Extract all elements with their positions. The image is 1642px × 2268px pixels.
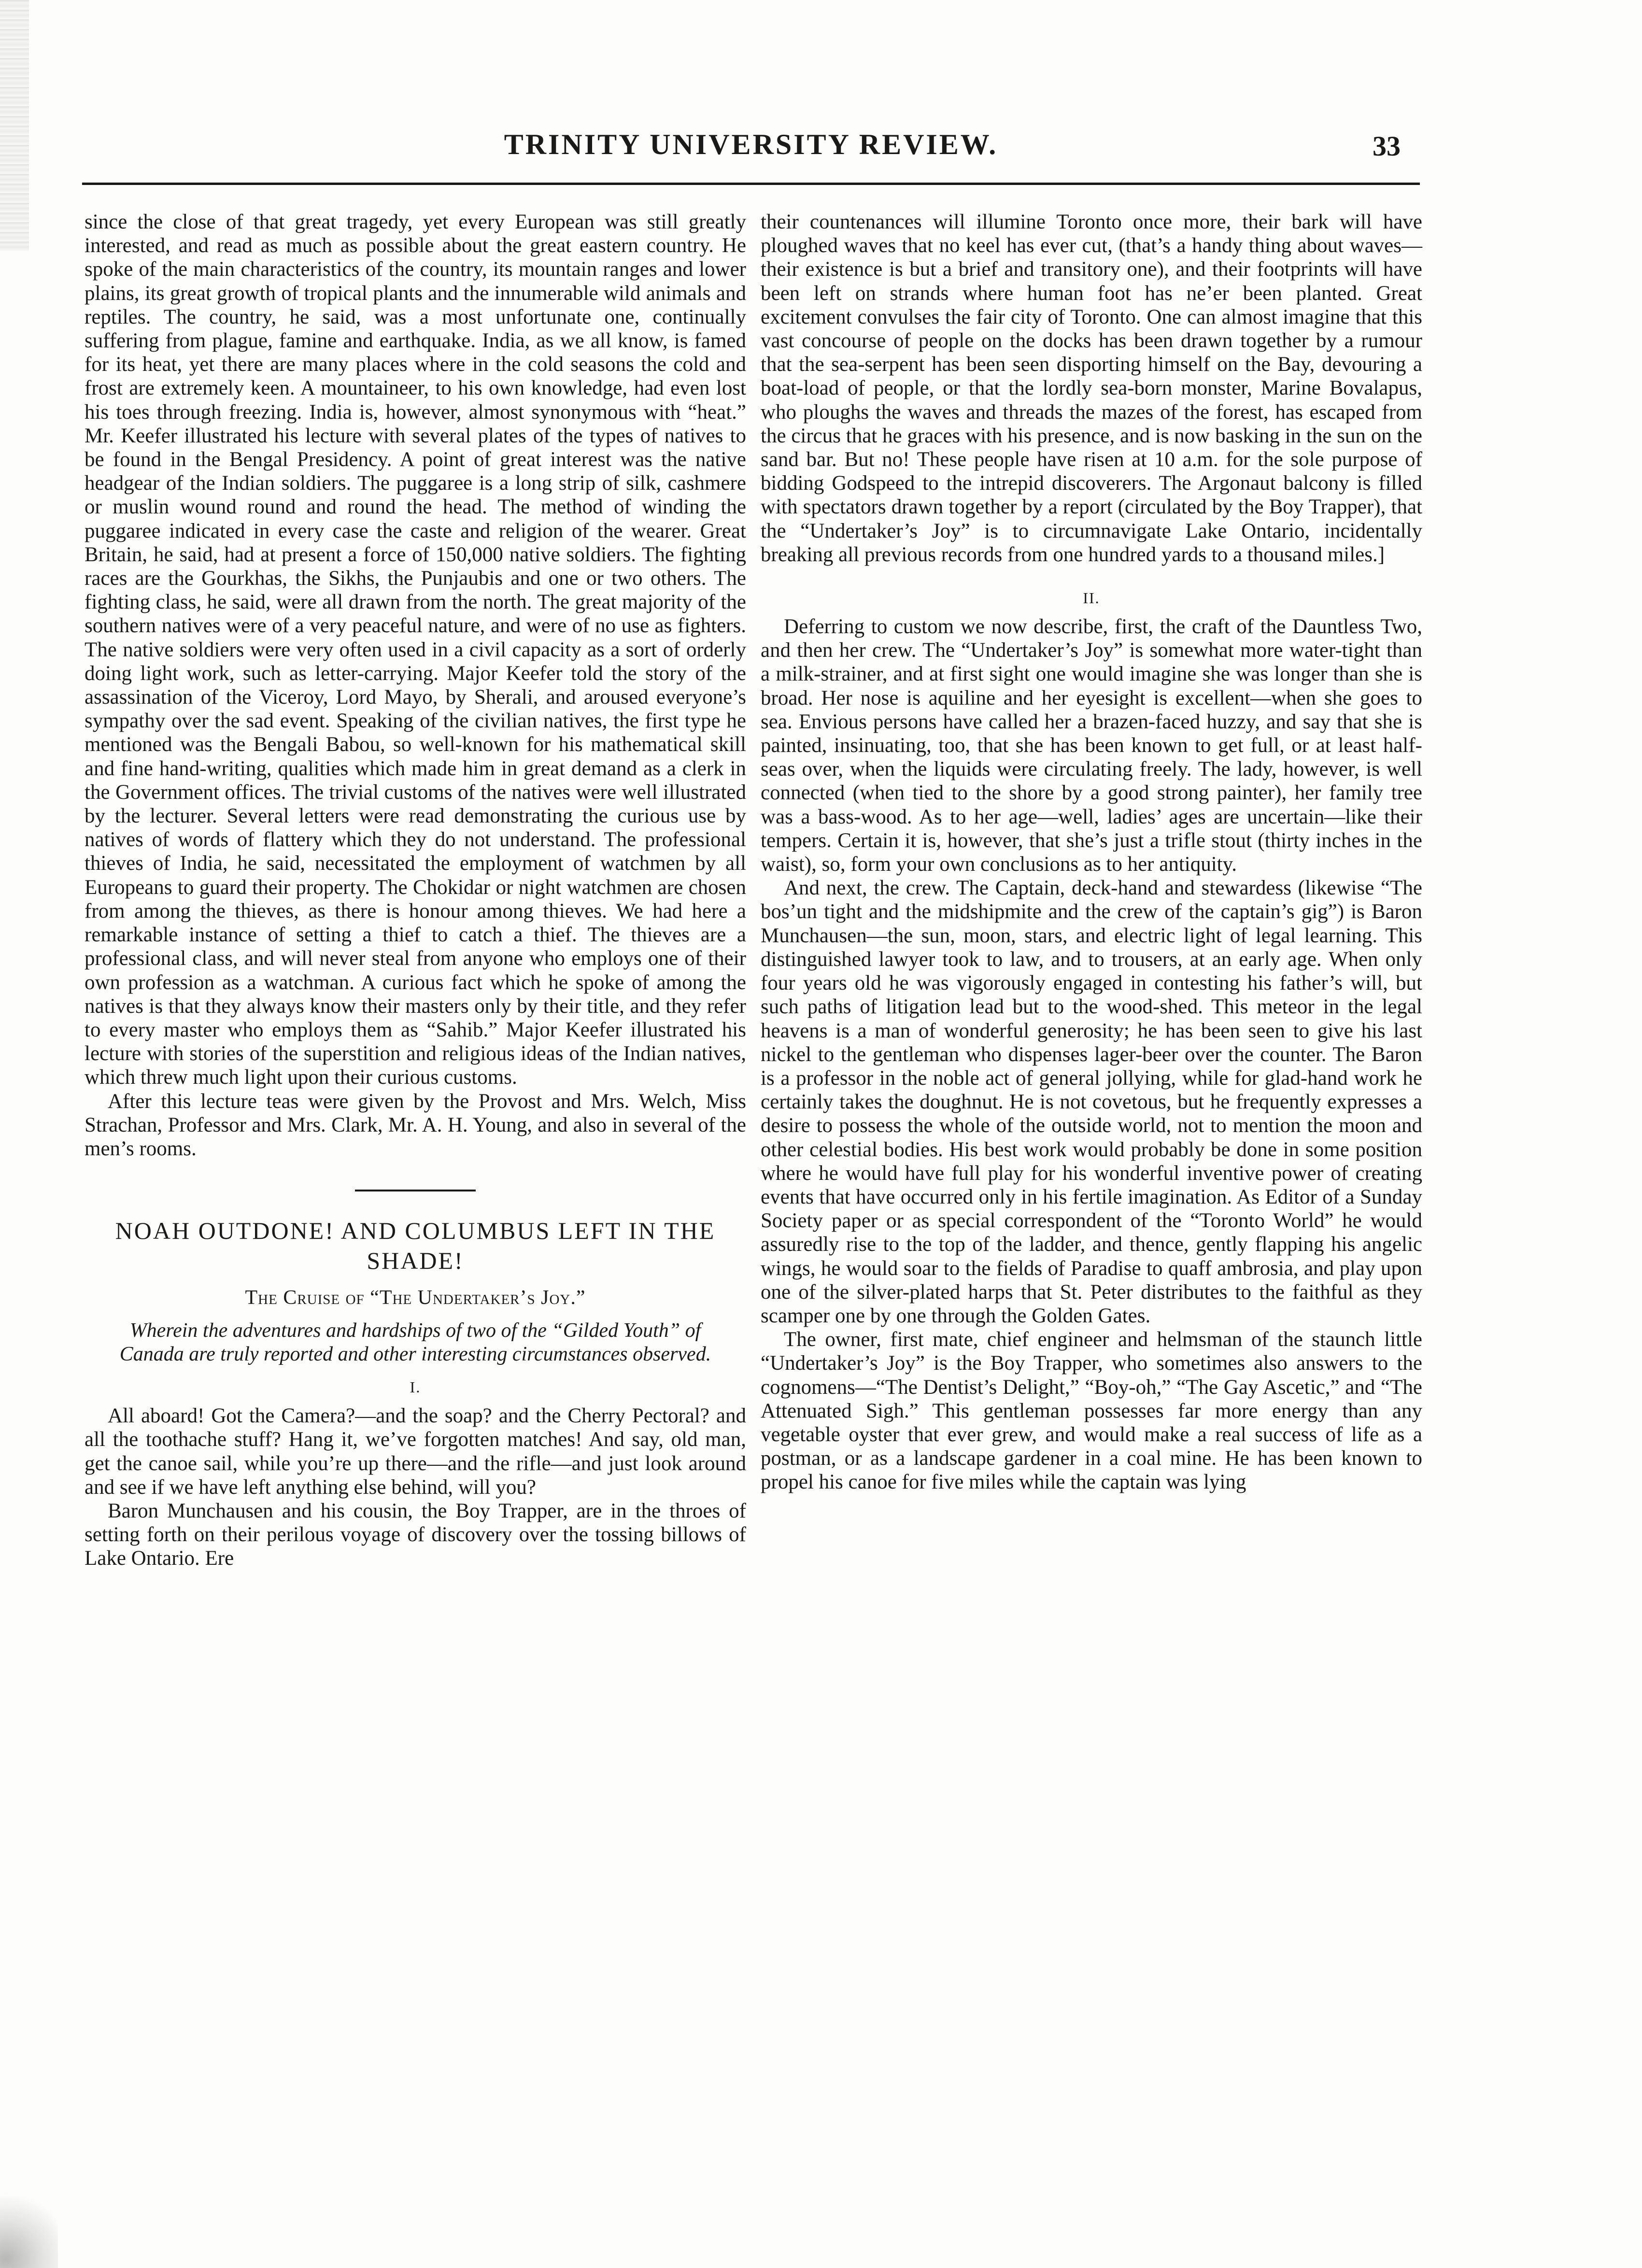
- crew-description-paragraph: And next, the crew. The Captain, deck-hand and stewardess (likewise “The bos’un tight and the midshipmite and the crew of the captain’s gig”) is Baron Munchausen—the sun, moon, stars, and electric light of legal learning. This distinguished lawyer took to law, and to trousers, at an early age. When only four years old he was vigorously engaged in contesting his father’s will, but such paths of litigation lead but to the wood-shed. This meteor in the legal heavens is a man of wonderful generosity; he has been seen to give his last nickel to the gentleman who dispenses lager-beer over the counter. The Baron is a professor in the noble act of general jollying, while for glad-hand work he certainly takes the doughnut. He is not covetous, but he frequently expresses a desire to possess the whole of the outside world, not to mention the moon and other celestial bodies. His best work would probably be done in some position where he would have full play for his wonderful inventive power of creating events that have occurred only in his fertile imagination. As Editor of a Sunday Society paper or as special correspondent of the “Toronto World” he would assuredly rise to the top of the ladder, and thence, gently flapping his angelic wings, he would soar to the fields of Paradise to quaff ambrosia, and play upon one of the silver-plated harps that St. Peter distributes to the faithful as they scamper one by one through the Golden Gates.: [761, 877, 1422, 1327]
- lecture-closing-paragraph: After this lecture teas were given by the Provost and Mrs. Welch, Miss Strachan, Professor and Mrs. Clark, Mr. A. H. Young, and also in several of the men’s rooms.: [85, 1090, 746, 1160]
- article-headline: NOAH OUTDONE! AND COLUMBUS LEFT IN THE SHADE!: [115, 1217, 716, 1275]
- section-numeral-one: I.: [410, 1378, 421, 1396]
- article-continuation-paragraph: their countenances will illumine Toronto once more, their bark will have ploughed waves that no keel has ever cut, (that’s a handy thing about waves—their existence is but a brief and transitory one), and their footprints will have been left on strands where human foot has ne’er been planted. Great excitement convulses the fair city of Toronto. One can almost imagine that this vast concourse of people on the docks has been drawn together by a rumour that the sea-serpent has been seen disporting himself on the Bay, devouring a boat-load of people, or that the lordly sea-born monster, Marine Bovalapus, who ploughs the waves and threads the mazes of the forest, has escaped from the circus that he graces with his presence, and is now basking in the sun on the sand bar. But no! These people have risen at 10 a.m. for the sole purpose of bidding Godspeed to the intrepid discoverers. The Argonaut balcony is filled with spectators drawn together by a report (circulated by the Boy Trapper), that the “Undertaker’s Joy” is to circumnavigate Lake Ontario, incidentally breaking all previous records from one hundred yards to a thousand miles.]: [761, 211, 1422, 566]
- article-paragraph: Baron Munchausen and his cousin, the Boy Trapper, are in the throes of setting forth on their perilous voyage of discovery over the tossing billows of Lake Ontario. Ere: [85, 1499, 746, 1570]
- page-header: [82, 123, 1420, 171]
- craft-description-paragraph: Deferring to custom we now describe, first, the craft of the Dauntless Two, and then her crew. The “Undertaker’s Joy” is somewhat more water-tight than a milk-strainer, and at first sight one would imagine she was longer than she is broad. Her nose is aquiline and her eyesight is excellent—when she goes to sea. Envious persons have called her a brazen-faced huzzy, and say that she is painted, insinuating, too, that she has been known to get full, or at least half-seas over, when the liquids were circulating freely. The lady, however, is well connected (when tied to the shore by a good strong painter), her family tree was a bass-wood. As to her age—well, ladies’ ages are uncertain—like their tempers. Certain it is, however, that she’s just a trifle stout (thirty inches in the waist), so, form your own conclusions as to her antiquity.: [761, 615, 1422, 876]
- scan-corner-artifact: [0, 2181, 58, 2268]
- article-paragraph: All aboard! Got the Camera?—and the soap? and the Cherry Pectoral? and all the toothache stuff? Hang it, we’ve forgotten matches! And say, old man, get the canoe sail, while you’re up there—and the rifle—and just look around and see if we have left anything else behind, will you?: [85, 1404, 746, 1499]
- page-number: 33: [1373, 130, 1401, 162]
- scan-edge-artifact: [0, 0, 29, 251]
- article-subtitle: The Cruise of “The Undertaker’s Joy.”: [245, 1287, 586, 1309]
- section-spacer: [761, 567, 1422, 584]
- left-column: [85, 210, 746, 2239]
- running-title: TRINITY UNIVERSITY REVIEW.: [504, 128, 998, 160]
- lecture-continuation-paragraph: since the close of that great tragedy, yet every European was still greatly interested, and read as much as possible about the great eastern country. He spoke of the main characteristics of the country, its mountain ranges and lower plains, its great growth of tropical plants and the innumerable wild animals and reptiles. The country, he said, was a most unfortunate one, continually suffering from plague, famine and earthquake. India, as we all know, is famed for its heat, yet there are many places where in the cold seasons the cold and frost are extremely keen. A mountaineer, to his own knowledge, had even lost his toes through freezing. India is, however, almost synonymous with “heat.” Mr. Keefer illustrated his lecture with several plates of the types of natives to be found in the Bengal Presidency. A point of great interest was the native headgear of the Indian soldiers. The puggaree is a long strip of silk, cashmere or muslin wound round and round the head. The method of winding the puggaree indicated in every case the caste and religion of the wearer. Great Britain, he said, had at present a force of 150,000 native soldiers. The fighting races are the Gourkhas, the Sikhs, the Punjaubis and one or two others. The fighting class, he said, were all drawn from the north. The great majority of the southern natives were of a very peaceful nature, and were of no use as fighters. The native soldiers were very often used in a civil capacity as a sort of orderly doing light work, such as letter-carrying. Major Keefer told the story of the assassination of the Viceroy, Lord Mayo, by Sherali, and aroused everyone’s sympathy over the sad event. Speaking of the civilian natives, the first type he mentioned was the Bengali Babou, so well-known for his mathematical skill and fine hand-writing, qualities which made him in great demand as a clerk in the Government offices. The trivial customs of the natives were well illustrated by the lecturer. Several letters were read demonstrating the curious use by natives of words of flattery which they do not understand. The professional thieves of India, he said, necessitated the employment of watchmen by all Europeans to guard their property. The Chokidar or night watchmen are chosen from among the thieves, as there is honour among thieves. We had here a remarkable instance of setting a thief to catch a thief. The thieves are a professional class, and will never steal from anyone who employs one of their own profession as a watchman. A curious fact which he spoke of among the natives is that they always know their masters only by their title, and they refer to every master who employs them as “Sahib.” Major Keefer illustrated his lecture with stories of the superstition and religious ideas of the Indian natives, which threw much light upon their curious customs.: [85, 211, 746, 1089]
- article-deck: Wherein the adventures and hardships of two of the “Gilded Youth” of Canada are truly reported and other interesting circumstances observed.: [119, 1319, 711, 1366]
- right-column: [761, 210, 1422, 2239]
- section-divider: [355, 1190, 476, 1191]
- section-numeral-two: II.: [1083, 589, 1100, 607]
- owner-description-paragraph: The owner, first mate, chief engineer and helmsman of the staunch little “Undertaker’s Joy” is the Boy Trapper, who sometimes also answers to the cognomens—“The Dentist’s Delight,” “Boy-oh,” “The Gay Ascetic,” and “The Attenuated Sigh.” This gentleman possesses far more energy than any vegetable oyster that ever grew, and would make a real success of life as a postman, or as a landscape gardener in a coal mine. He has been known to propel his canoe for five miles while the captain was lying: [761, 1328, 1422, 1494]
- header-rule: [82, 183, 1420, 185]
